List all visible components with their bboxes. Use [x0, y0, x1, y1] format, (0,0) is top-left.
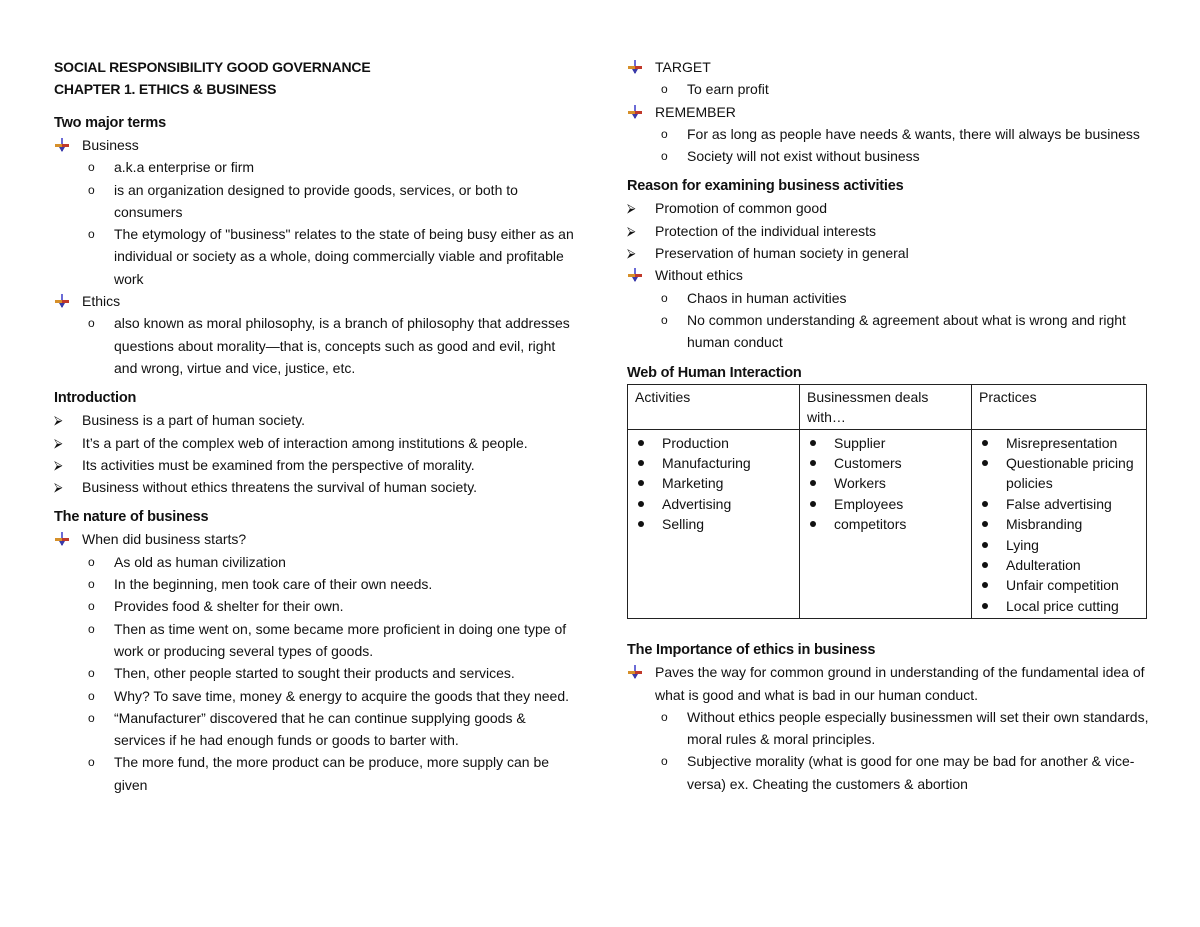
- circle-bullet-icon: o: [661, 126, 668, 141]
- list-item: o The more fund, the more product can be produce, more supply can be given: [54, 751, 579, 796]
- table-list-item: Manufacturing: [635, 453, 792, 473]
- without-ethics-label: Without ethics: [627, 264, 1149, 286]
- list-item: o Why? To save time, money & energy to acquire the goods that they need.: [54, 685, 579, 707]
- section-heading-introduction: Introduction: [54, 390, 137, 407]
- dot-bullet-icon: [638, 480, 644, 486]
- dot-bullet-icon: [638, 460, 644, 466]
- dot-bullet-icon: [982, 582, 988, 588]
- target-label: TARGET: [627, 56, 1149, 78]
- table-list-item: Employees: [807, 494, 964, 514]
- arrow-cross-icon: [628, 268, 642, 282]
- web-of-interaction-table: [627, 384, 1147, 620]
- dot-bullet-icon: [638, 501, 644, 507]
- arrow-cross-icon: [628, 105, 642, 119]
- circle-bullet-icon: o: [88, 755, 95, 770]
- circle-bullet-icon: o: [88, 710, 95, 725]
- arrowhead-bullet-icon: ⮚: [627, 246, 636, 261]
- chapter-title: CHAPTER 1. ETHICS & BUSINESS: [54, 81, 277, 97]
- table-list-item: Production: [635, 433, 792, 453]
- list-item: o Then, other people started to sought their products and services.: [54, 662, 579, 684]
- arrowhead-bullet-icon: ⮚: [54, 435, 63, 450]
- list-item: o As old as human civilization: [54, 551, 579, 573]
- activities-cell: [628, 429, 800, 619]
- circle-bullet-icon: o: [661, 754, 668, 769]
- list-item: ⮚ It’s a part of the complex web of interaction among institutions & people.: [54, 432, 579, 454]
- dot-bullet-icon: [982, 542, 988, 548]
- dot-bullet-icon: [638, 521, 644, 527]
- list-item: o In the beginning, men took care of their own needs.: [54, 573, 579, 595]
- column-header-practices: Practices: [972, 384, 1147, 429]
- list-item: ⮚ Preservation of human society in general: [627, 242, 1149, 264]
- arrowhead-bullet-icon: ⮚: [627, 223, 636, 238]
- circle-bullet-icon: o: [661, 709, 668, 724]
- table-list-item: Marketing: [635, 473, 792, 493]
- importance-point: Paves the way for common ground in understanding of the fundamental idea of what is good and what is bad in our human conduct.: [627, 661, 1149, 706]
- list-item: o Then as time went on, some became more proficient in doing one type of work or producing several types of goods.: [54, 618, 579, 663]
- arrow-cross-icon: [628, 60, 642, 74]
- nature-question: When did business starts?: [54, 528, 579, 550]
- list-item: o also known as moral philosophy, is a branch of philosophy that addresses questions about morality—that is, concepts such as good and evil, right and wrong, virtue and vice, justice, etc.: [54, 312, 579, 379]
- remember-label: REMEMBER: [627, 101, 1149, 123]
- list-item: ⮚ Business without ethics threatens the survival of human society.: [54, 476, 579, 498]
- table-list-item: Questionable pricing policies: [979, 453, 1139, 494]
- dot-bullet-icon: [810, 460, 816, 466]
- term-business: Business: [54, 134, 579, 156]
- dot-bullet-icon: [982, 440, 988, 446]
- arrowhead-bullet-icon: ⮚: [54, 457, 63, 472]
- table-list-item: Misrepresentation: [979, 433, 1139, 453]
- list-item: o No common understanding & agreement about what is wrong and right human conduct: [627, 309, 1149, 354]
- circle-bullet-icon: o: [88, 577, 95, 592]
- circle-bullet-icon: o: [88, 182, 95, 197]
- dot-bullet-icon: [810, 521, 816, 527]
- list-item: o For as long as people have needs & wants, there will always be business: [627, 123, 1149, 145]
- table-list-item: Advertising: [635, 494, 792, 514]
- circle-bullet-icon: o: [88, 160, 95, 175]
- circle-bullet-icon: o: [661, 82, 668, 97]
- circle-bullet-icon: o: [88, 666, 95, 681]
- table-list-item: Customers: [807, 453, 964, 473]
- deals-cell: [800, 429, 972, 619]
- section-heading-nature: The nature of business: [54, 509, 209, 526]
- column-header-activities: Activities: [628, 384, 800, 429]
- list-item: ⮚ Promotion of common good: [627, 197, 1149, 219]
- list-item: o is an organization designed to provide goods, services, or both to consumers: [54, 179, 579, 224]
- circle-bullet-icon: o: [661, 149, 668, 164]
- section-heading-importance: The Importance of ethics in business: [627, 642, 876, 659]
- arrow-cross-icon: [55, 294, 69, 308]
- document-title: SOCIAL RESPONSIBILITY GOOD GOVERNANCE: [54, 59, 371, 75]
- dot-bullet-icon: [982, 562, 988, 568]
- arrow-cross-icon: [55, 138, 69, 152]
- section-heading-web: Web of Human Interaction: [627, 364, 802, 381]
- list-item: o a.k.a enterprise or firm: [54, 156, 579, 178]
- arrowhead-bullet-icon: ⮚: [54, 413, 63, 428]
- circle-bullet-icon: o: [661, 312, 668, 327]
- dot-bullet-icon: [810, 480, 816, 486]
- table-list-item: Adulteration: [979, 555, 1139, 575]
- list-item: ⮚ Its activities must be examined from the perspective of morality.: [54, 454, 579, 476]
- list-item: o Chaos in human activities: [627, 287, 1149, 309]
- circle-bullet-icon: o: [88, 227, 95, 242]
- arrowhead-bullet-icon: ⮚: [627, 201, 636, 216]
- list-item: o Provides food & shelter for their own.: [54, 595, 579, 617]
- arrowhead-bullet-icon: ⮚: [54, 480, 63, 495]
- dot-bullet-icon: [810, 501, 816, 507]
- table-list-item: Misbranding: [979, 514, 1139, 534]
- table-list-item: Local price cutting: [979, 596, 1139, 616]
- table-list-item: Lying: [979, 535, 1139, 555]
- term-ethics: Ethics: [54, 290, 579, 312]
- list-item: o “Manufacturer” discovered that he can continue supplying goods & services if he had enough funds or goods to barter with.: [54, 707, 579, 752]
- left-column: [54, 56, 579, 796]
- table-list-item: False advertising: [979, 494, 1139, 514]
- table-list-item: Selling: [635, 514, 792, 534]
- list-item: o Society will not exist without business: [627, 145, 1149, 167]
- dot-bullet-icon: [638, 440, 644, 446]
- circle-bullet-icon: o: [661, 290, 668, 305]
- list-item: o Subjective morality (what is good for one may be bad for another & vice-versa) ex. Cheating the customers & abortion: [627, 750, 1149, 795]
- list-item: o To earn profit: [627, 78, 1149, 100]
- circle-bullet-icon: o: [88, 688, 95, 703]
- arrow-cross-icon: [55, 532, 69, 546]
- dot-bullet-icon: [982, 460, 988, 466]
- table-list-item: Workers: [807, 473, 964, 493]
- section-heading-major-terms: Two major terms: [54, 115, 166, 131]
- circle-bullet-icon: o: [88, 554, 95, 569]
- column-header-deals: Businessmen deals with…: [800, 384, 972, 429]
- list-item: o Without ethics people especially businessmen will set their own standards, moral rules & moral principles.: [627, 706, 1149, 751]
- list-item: o The etymology of "business" relates to the state of being busy either as an individual or society as a whole, doing commercially viable and profitable work: [54, 223, 579, 290]
- dot-bullet-icon: [982, 521, 988, 527]
- list-item: ⮚ Business is a part of human society.: [54, 409, 579, 431]
- dot-bullet-icon: [810, 440, 816, 446]
- dot-bullet-icon: [982, 501, 988, 507]
- circle-bullet-icon: o: [88, 316, 95, 331]
- table-list-item: Supplier: [807, 433, 964, 453]
- practices-cell: [972, 429, 1147, 619]
- dot-bullet-icon: [982, 603, 988, 609]
- section-heading-reasons: Reason for examining business activities: [627, 178, 904, 195]
- arrow-cross-icon: [628, 665, 642, 679]
- table-list-item: Unfair competition: [979, 575, 1139, 595]
- right-column: [627, 56, 1149, 795]
- circle-bullet-icon: o: [88, 621, 95, 636]
- circle-bullet-icon: o: [88, 599, 95, 614]
- table-list-item: competitors: [807, 514, 964, 534]
- list-item: ⮚ Protection of the individual interests: [627, 220, 1149, 242]
